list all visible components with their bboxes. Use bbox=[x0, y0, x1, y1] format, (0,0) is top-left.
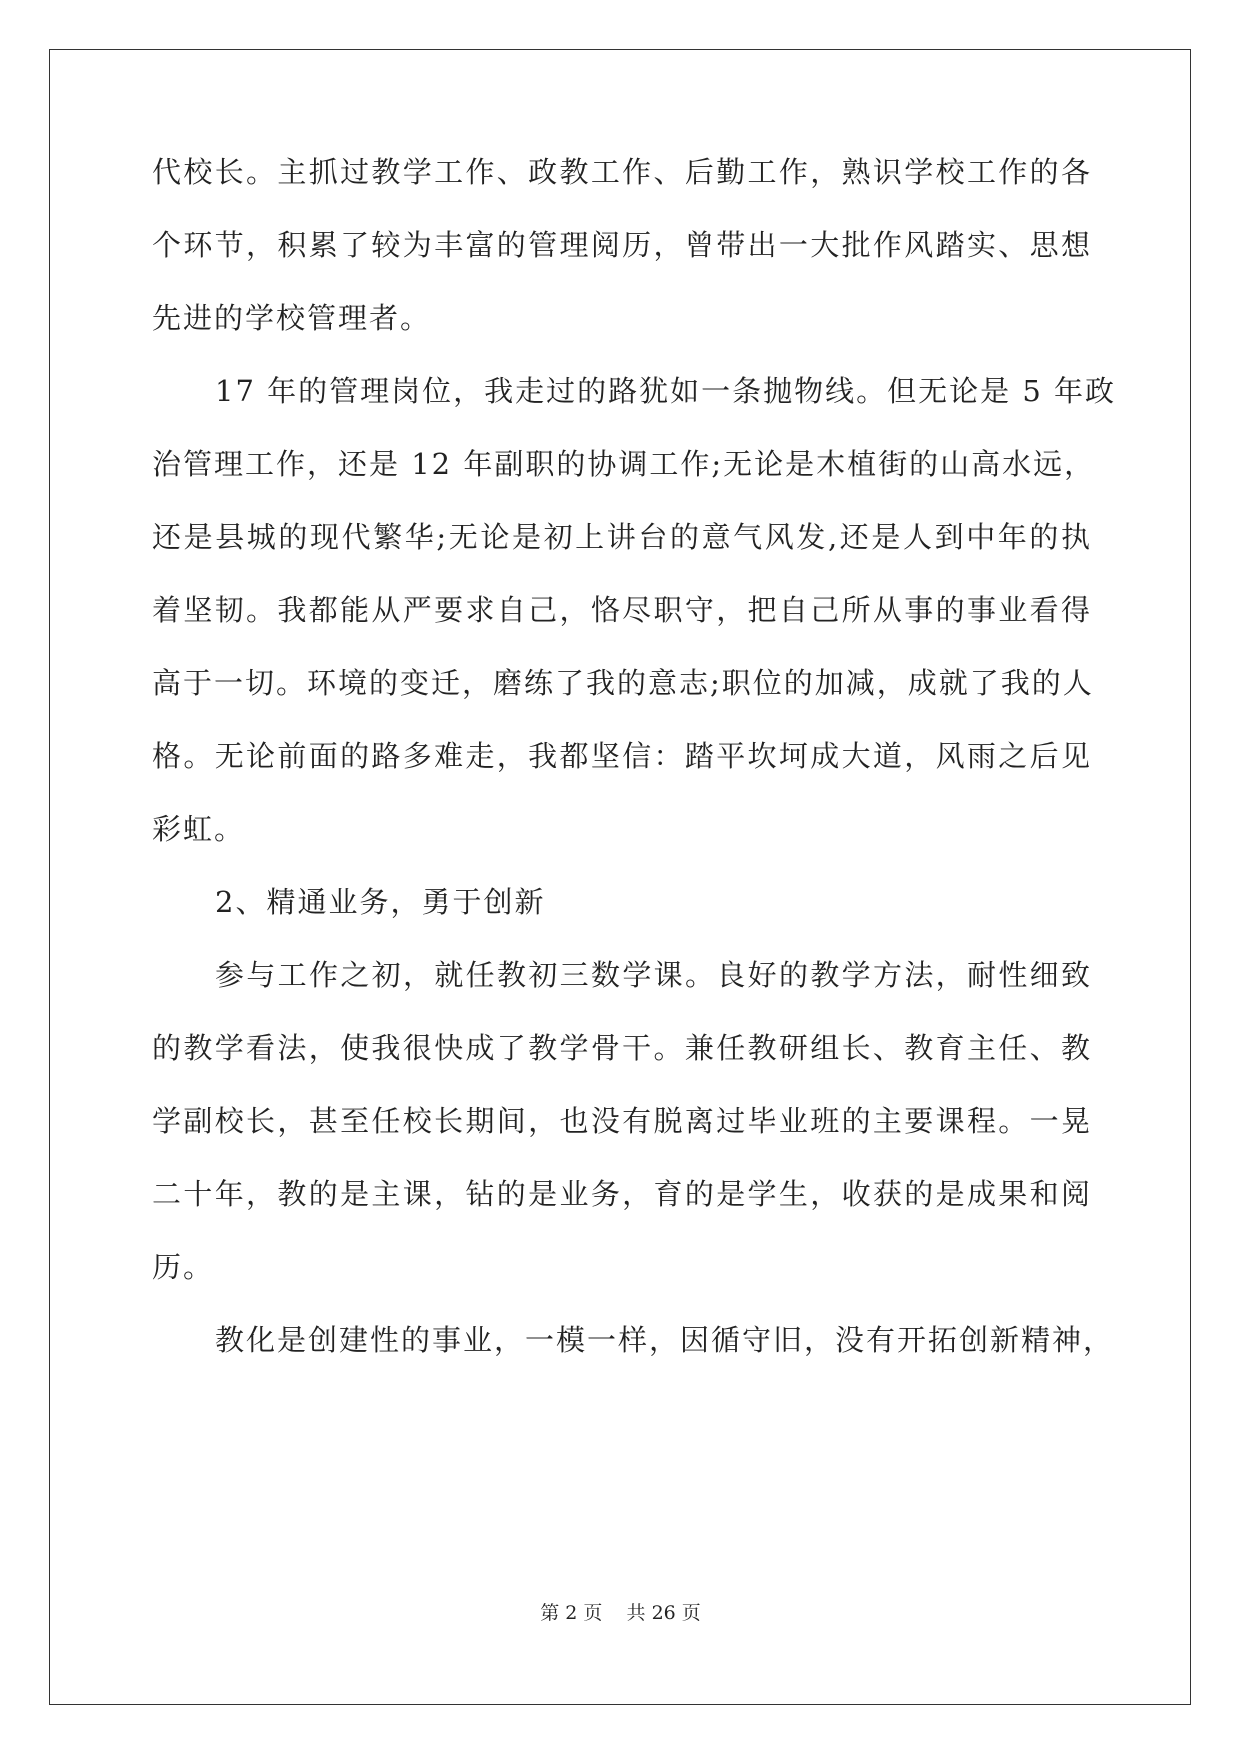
body-text-line: 学副校长，甚至任校长期间，也没有脱离过毕业班的主要课程。一晃 bbox=[152, 1104, 1092, 1138]
body-text-line: 彩虹。 bbox=[152, 812, 246, 846]
body-text-line: 格。无论前面的路多难走，我都坚信：踏平坎坷成大道，风雨之后见 bbox=[152, 739, 1092, 773]
body-text-line: 参与工作之初，就任教初三数学课。良好的教学方法，耐性细致 bbox=[215, 958, 1092, 992]
body-text-line: 的教学看法，使我很快成了教学骨干。兼任教研组长、教育主任、教 bbox=[152, 1031, 1092, 1065]
body-text-line: 个环节，积累了较为丰富的管理阅历，曾带出一大批作风踏实、思想 bbox=[152, 228, 1092, 262]
body-text-line: 高于一切。环境的变迁，磨练了我的意志;职位的加减，成就了我的人 bbox=[152, 666, 1094, 700]
body-text-line: 教化是创建性的事业，一模一样，因循守旧，没有开拓创新精神， bbox=[215, 1323, 1115, 1357]
body-text-line: 着坚韧。我都能从严要求自己，恪尽职守，把自己所从事的事业看得 bbox=[152, 593, 1092, 627]
body-text-line: 二十年，教的是主课，钻的是业务，育的是学生，收获的是成果和阅 bbox=[152, 1177, 1092, 1211]
body-text-line: 治管理工作，还是 12 年副职的协调工作;无论是木植街的山高水远， bbox=[152, 447, 1096, 481]
page-number-footer: 第 2 页 共 26 页 bbox=[540, 1602, 701, 1624]
body-text-line: 历。 bbox=[152, 1250, 215, 1284]
body-text-line: 还是县城的现代繁华;无论是初上讲台的意气风发,还是人到中年的执 bbox=[152, 520, 1092, 554]
body-text-line: 17 年的管理岗位，我走过的路犹如一条抛物线。但无论是 5 年政 bbox=[215, 374, 1117, 408]
section-heading: 2、精通业务，勇于创新 bbox=[215, 885, 546, 919]
body-text-line: 代校长。主抓过教学工作、政教工作、后勤工作，熟识学校工作的各 bbox=[152, 155, 1092, 189]
body-text-line: 先进的学校管理者。 bbox=[152, 301, 432, 335]
